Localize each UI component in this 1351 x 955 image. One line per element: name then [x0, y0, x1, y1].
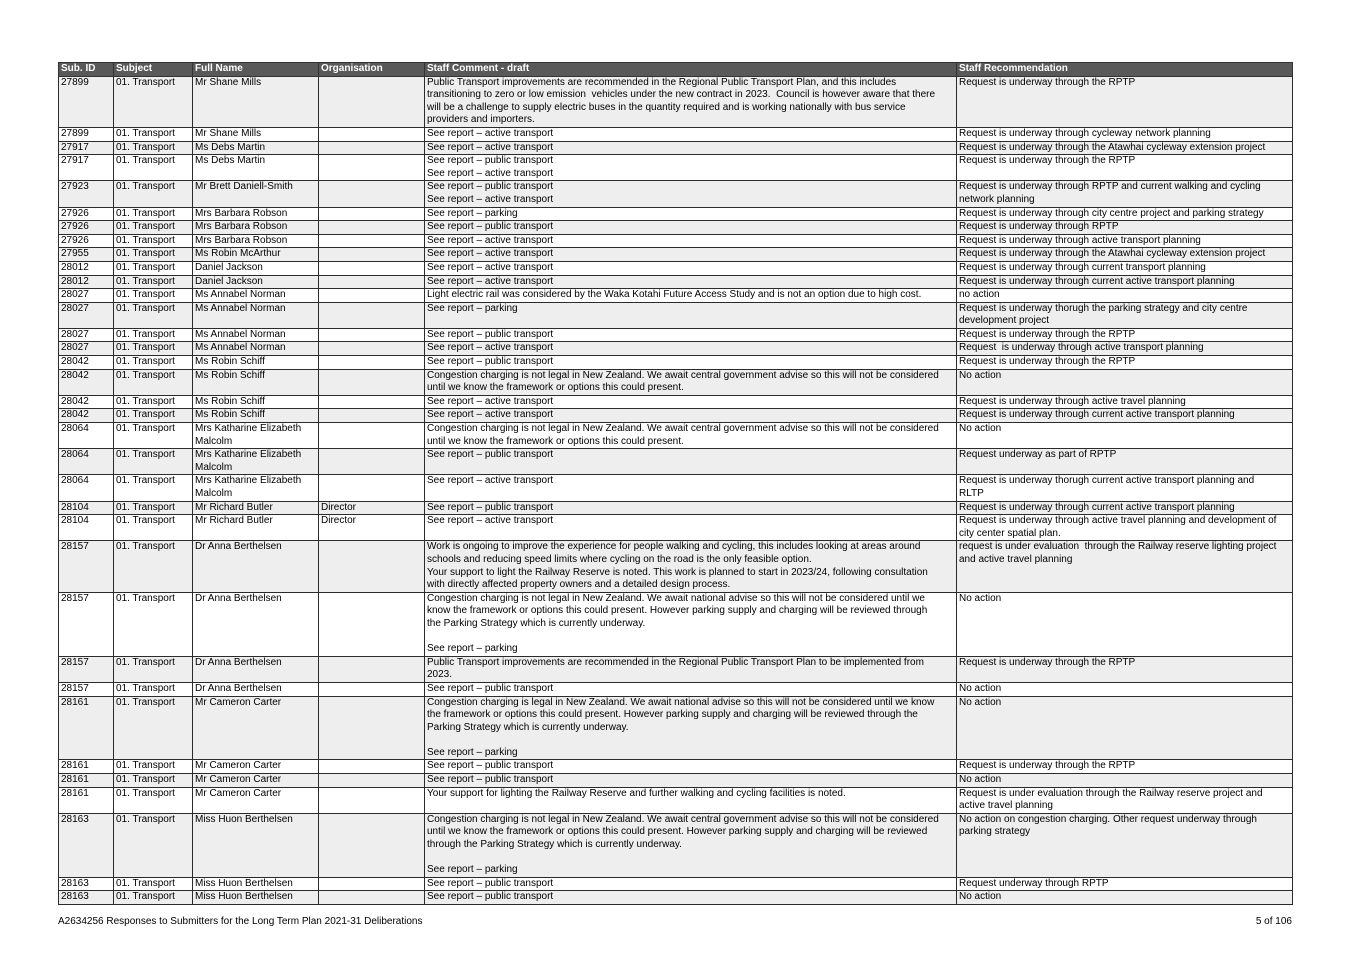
subject-cell: 01. Transport	[114, 409, 193, 423]
table-row	[59, 656, 1293, 682]
full-name-cell: Mr Brett Daniell-Smith	[193, 181, 319, 207]
staff-comment-cell: See report – active transport	[425, 275, 957, 289]
staff-recommendation-cell: Request is underway through the RPTP	[957, 155, 1293, 181]
full-name-cell: Dr Anna Berthelsen	[193, 592, 319, 656]
staff-recommendation-cell: Request is underway through the RPTP	[957, 356, 1293, 370]
sub-id-cell: 28163	[59, 813, 114, 877]
table-row	[59, 248, 1293, 262]
header-organisation: Organisation	[319, 63, 425, 77]
staff-comment-cell: See report – public transport	[425, 891, 957, 905]
staff-comment-cell: See report – active transport	[425, 395, 957, 409]
table-row	[59, 409, 1293, 423]
subject-cell: 01. Transport	[114, 127, 193, 141]
subject-cell: 01. Transport	[114, 207, 193, 221]
sub-id-cell: 28104	[59, 515, 114, 541]
subject-cell: 01. Transport	[114, 515, 193, 541]
full-name-cell: Miss Huon Berthelsen	[193, 813, 319, 877]
sub-id-cell: 28042	[59, 409, 114, 423]
subject-cell: 01. Transport	[114, 395, 193, 409]
staff-recommendation-cell: Request is underway through the RPTP	[957, 656, 1293, 682]
staff-recommendation-cell: Request is underway through city centre project and parking strategy	[957, 207, 1293, 221]
staff-recommendation-cell: Request is underway through the RPTP	[957, 76, 1293, 127]
organisation-cell	[319, 696, 425, 760]
full-name-cell: Ms Annabel Norman	[193, 302, 319, 328]
staff-comment-cell: See report – parking	[425, 207, 957, 221]
table-row	[59, 234, 1293, 248]
subject-cell: 01. Transport	[114, 221, 193, 235]
organisation-cell	[319, 275, 425, 289]
footer-document-title: A2634256 Responses to Submitters for the Long Term Plan 2021-31 Deliberations	[58, 916, 423, 927]
staff-recommendation-cell: Request is underway through the RPTP	[957, 328, 1293, 342]
sub-id-cell: 28157	[59, 682, 114, 696]
staff-recommendation-cell: Request is underway through the Atawhai cycleway extension project	[957, 141, 1293, 155]
organisation-cell: Director	[319, 515, 425, 541]
full-name-cell: Miss Huon Berthelsen	[193, 891, 319, 905]
full-name-cell: Mr Richard Butler	[193, 501, 319, 515]
full-name-cell: Dr Anna Berthelsen	[193, 682, 319, 696]
sub-id-cell: 27899	[59, 76, 114, 127]
table-body	[59, 76, 1293, 904]
full-name-cell: Mrs Katharine Elizabeth Malcolm	[193, 423, 319, 449]
staff-comment-cell: See report – active transport	[425, 248, 957, 262]
sub-id-cell: 28064	[59, 449, 114, 475]
full-name-cell: Mr Cameron Carter	[193, 787, 319, 813]
full-name-cell: Mr Richard Butler	[193, 515, 319, 541]
full-name-cell: Dr Anna Berthelsen	[193, 656, 319, 682]
organisation-cell	[319, 423, 425, 449]
staff-comment-cell: See report – public transport	[425, 501, 957, 515]
staff-recommendation-cell: No action on congestion charging. Other request underway through parking strategy	[957, 813, 1293, 877]
staff-comment-cell: See report – parking	[425, 302, 957, 328]
subject-cell: 01. Transport	[114, 877, 193, 891]
sub-id-cell: 28042	[59, 356, 114, 370]
table-row	[59, 475, 1293, 501]
organisation-cell	[319, 787, 425, 813]
subject-cell: 01. Transport	[114, 248, 193, 262]
table-row	[59, 682, 1293, 696]
sub-id-cell: 28012	[59, 275, 114, 289]
staff-comment-cell: See report – active transport	[425, 475, 957, 501]
staff-recommendation-cell: No action	[957, 682, 1293, 696]
staff-recommendation-cell: Request underway as part of RPTP	[957, 449, 1293, 475]
subject-cell: 01. Transport	[114, 501, 193, 515]
full-name-cell: Mrs Barbara Robson	[193, 234, 319, 248]
staff-recommendation-cell: Request is underway thorugh the parking strategy and city centre development project	[957, 302, 1293, 328]
full-name-cell: Daniel Jackson	[193, 275, 319, 289]
sub-id-cell: 27917	[59, 155, 114, 181]
full-name-cell: Ms Robin McArthur	[193, 248, 319, 262]
sub-id-cell: 28157	[59, 592, 114, 656]
organisation-cell	[319, 289, 425, 303]
full-name-cell: Ms Annabel Norman	[193, 328, 319, 342]
subject-cell: 01. Transport	[114, 891, 193, 905]
header-staff-comment: Staff Comment - draft	[425, 63, 957, 77]
staff-recommendation-cell: No action	[957, 592, 1293, 656]
sub-id-cell: 28027	[59, 328, 114, 342]
sub-id-cell: 27926	[59, 207, 114, 221]
header-staff-recommendation: Staff Recommendation	[957, 63, 1293, 77]
sub-id-cell: 28042	[59, 395, 114, 409]
organisation-cell	[319, 891, 425, 905]
staff-comment-cell: Congestion charging is not legal in New Zealand. We await central government advise so this will not be considered until we know the framework or options this could present.	[425, 423, 957, 449]
subject-cell: 01. Transport	[114, 656, 193, 682]
staff-comment-cell: See report – public transport See report – active transport	[425, 155, 957, 181]
staff-comment-cell: See report – active transport	[425, 127, 957, 141]
full-name-cell: Ms Robin Schiff	[193, 395, 319, 409]
staff-comment-cell: Congestion charging is legal in New Zealand. We await national advise so this will not be considered until we know the framework or options this could present. However parking supply and charging will be reviewed through the Parking Strategy which is currently underway. See report – parking	[425, 696, 957, 760]
organisation-cell	[319, 541, 425, 592]
table-row	[59, 813, 1293, 877]
subject-cell: 01. Transport	[114, 787, 193, 813]
staff-comment-cell: See report – public transport	[425, 774, 957, 788]
table-row	[59, 787, 1293, 813]
subject-cell: 01. Transport	[114, 234, 193, 248]
staff-recommendation-cell: Request is underway through RPTP and current walking and cycling network planning	[957, 181, 1293, 207]
header-row	[59, 63, 1293, 77]
organisation-cell	[319, 76, 425, 127]
table-row	[59, 877, 1293, 891]
subject-cell: 01. Transport	[114, 813, 193, 877]
sub-id-cell: 28027	[59, 302, 114, 328]
organisation-cell	[319, 449, 425, 475]
full-name-cell: Ms Debs Martin	[193, 141, 319, 155]
table-row	[59, 181, 1293, 207]
staff-comment-cell: See report – public transport See report – active transport	[425, 181, 957, 207]
full-name-cell: Mr Cameron Carter	[193, 696, 319, 760]
staff-comment-cell: See report – public transport	[425, 760, 957, 774]
full-name-cell: Mr Shane Mills	[193, 127, 319, 141]
staff-comment-cell: Congestion charging is not legal in New Zealand. We await central government advise so this will not be considered until we know the framework or options this could present. However parking supply and charging will be reviewed through the Parking Strategy which is currently underway. See report – parking	[425, 813, 957, 877]
subject-cell: 01. Transport	[114, 356, 193, 370]
table-row	[59, 356, 1293, 370]
table-row	[59, 592, 1293, 656]
organisation-cell	[319, 369, 425, 395]
table-row	[59, 141, 1293, 155]
organisation-cell	[319, 342, 425, 356]
full-name-cell: Ms Annabel Norman	[193, 342, 319, 356]
staff-recommendation-cell: Request underway through RPTP	[957, 877, 1293, 891]
sub-id-cell: 28042	[59, 369, 114, 395]
staff-recommendation-cell: no action	[957, 289, 1293, 303]
sub-id-cell: 28157	[59, 541, 114, 592]
staff-recommendation-cell: Request is underway through cycleway network planning	[957, 127, 1293, 141]
staff-comment-cell: Light electric rail was considered by the Waka Kotahi Future Access Study and is not an option due to high cost.	[425, 289, 957, 303]
table-row	[59, 328, 1293, 342]
table-row	[59, 289, 1293, 303]
organisation-cell	[319, 356, 425, 370]
staff-recommendation-cell: Request is underway through active transport planning	[957, 342, 1293, 356]
subject-cell: 01. Transport	[114, 541, 193, 592]
submissions-table	[58, 62, 1293, 905]
organisation-cell	[319, 656, 425, 682]
organisation-cell	[319, 592, 425, 656]
table-row	[59, 76, 1293, 127]
sub-id-cell: 28163	[59, 891, 114, 905]
subject-cell: 01. Transport	[114, 261, 193, 275]
organisation-cell	[319, 127, 425, 141]
organisation-cell	[319, 409, 425, 423]
sub-id-cell: 28157	[59, 656, 114, 682]
table-row	[59, 760, 1293, 774]
sub-id-cell: 27926	[59, 221, 114, 235]
staff-recommendation-cell: Request is underway through current active transport planning	[957, 275, 1293, 289]
full-name-cell: Ms Robin Schiff	[193, 369, 319, 395]
sub-id-cell: 27955	[59, 248, 114, 262]
staff-recommendation-cell: Request is underway through the Atawhai cycleway extension project	[957, 248, 1293, 262]
sub-id-cell: 28104	[59, 501, 114, 515]
full-name-cell: Ms Annabel Norman	[193, 289, 319, 303]
full-name-cell: Mr Cameron Carter	[193, 760, 319, 774]
staff-comment-cell: Congestion charging is not legal in New Zealand. We await national advise so this will not be considered until we know the framework or options this could present. However parking supply and charging will be reviewed through the Parking Strategy which is currently underway. See report – parking	[425, 592, 957, 656]
table-row	[59, 891, 1293, 905]
organisation-cell	[319, 155, 425, 181]
sub-id-cell: 28012	[59, 261, 114, 275]
organisation-cell	[319, 682, 425, 696]
organisation-cell	[319, 221, 425, 235]
staff-comment-cell: See report – active transport	[425, 409, 957, 423]
organisation-cell	[319, 234, 425, 248]
staff-comment-cell: Work is ongoing to improve the experience for people walking and cycling, this includes looking at areas around schools and reducing speed limits where cycling on the road is the only feasible option. Your support to light the Railway Reserve is noted. This work is planned to start in 2023/24, following consultation with directly affected property owners and a detailed design process.	[425, 541, 957, 592]
sub-id-cell: 28064	[59, 475, 114, 501]
staff-comment-cell: See report – public transport	[425, 356, 957, 370]
table-row	[59, 221, 1293, 235]
organisation-cell: Director	[319, 501, 425, 515]
organisation-cell	[319, 475, 425, 501]
staff-comment-cell: See report – public transport	[425, 449, 957, 475]
staff-comment-cell: See report – public transport	[425, 877, 957, 891]
header-subject: Subject	[114, 63, 193, 77]
staff-recommendation-cell: No action	[957, 696, 1293, 760]
staff-comment-cell: See report – active transport	[425, 342, 957, 356]
staff-comment-cell: Congestion charging is not legal in New Zealand. We await central government advise so this will not be considered until we know the framework or options this could present.	[425, 369, 957, 395]
subject-cell: 01. Transport	[114, 423, 193, 449]
table-row	[59, 696, 1293, 760]
subject-cell: 01. Transport	[114, 289, 193, 303]
staff-recommendation-cell: Request is underway through the RPTP	[957, 760, 1293, 774]
full-name-cell: Mrs Katharine Elizabeth Malcolm	[193, 449, 319, 475]
table-row	[59, 774, 1293, 788]
staff-comment-cell: Your support for lighting the Railway Reserve and further walking and cycling facilities is noted.	[425, 787, 957, 813]
sub-id-cell: 28027	[59, 289, 114, 303]
staff-recommendation-cell: Request is underway thorugh current active transport planning and RLTP	[957, 475, 1293, 501]
subject-cell: 01. Transport	[114, 275, 193, 289]
subject-cell: 01. Transport	[114, 774, 193, 788]
staff-recommendation-cell: No action	[957, 891, 1293, 905]
organisation-cell	[319, 877, 425, 891]
header-sub-id: Sub. ID	[59, 63, 114, 77]
full-name-cell: Ms Robin Schiff	[193, 409, 319, 423]
table-row	[59, 369, 1293, 395]
table-row	[59, 423, 1293, 449]
organisation-cell	[319, 261, 425, 275]
staff-recommendation-cell: Request is underway through active travel planning and development of city center spatial plan.	[957, 515, 1293, 541]
table-row	[59, 501, 1293, 515]
organisation-cell	[319, 181, 425, 207]
staff-comment-cell: Public Transport improvements are recommended in the Regional Public Transport Plan, and this includes transitioning to zero or low emission vehicles under the new contract in 2023. Council is however aware that there will be a challenge to supply electric buses in the quantity required and is working nationally with bus service providers and importers.	[425, 76, 957, 127]
organisation-cell	[319, 207, 425, 221]
organisation-cell	[319, 328, 425, 342]
staff-recommendation-cell: Request is underway through current transport planning	[957, 261, 1293, 275]
sub-id-cell: 27926	[59, 234, 114, 248]
full-name-cell: Mrs Katharine Elizabeth Malcolm	[193, 475, 319, 501]
subject-cell: 01. Transport	[114, 449, 193, 475]
staff-comment-cell: See report – public transport	[425, 221, 957, 235]
full-name-cell: Mrs Barbara Robson	[193, 207, 319, 221]
organisation-cell	[319, 395, 425, 409]
table-row	[59, 127, 1293, 141]
sub-id-cell: 27923	[59, 181, 114, 207]
header-full-name: Full Name	[193, 63, 319, 77]
staff-comment-cell: See report – active transport	[425, 141, 957, 155]
full-name-cell: Dr Anna Berthelsen	[193, 541, 319, 592]
full-name-cell: Mr Shane Mills	[193, 76, 319, 127]
table-row	[59, 395, 1293, 409]
full-name-cell: Daniel Jackson	[193, 261, 319, 275]
organisation-cell	[319, 248, 425, 262]
full-name-cell: Mrs Barbara Robson	[193, 221, 319, 235]
staff-recommendation-cell: No action	[957, 774, 1293, 788]
organisation-cell	[319, 760, 425, 774]
staff-recommendation-cell: Request is underway through active travel planning	[957, 395, 1293, 409]
sub-id-cell: 27917	[59, 141, 114, 155]
table-header	[59, 63, 1293, 77]
subject-cell: 01. Transport	[114, 328, 193, 342]
footer-page-number: 5 of 106	[1255, 916, 1292, 927]
subject-cell: 01. Transport	[114, 760, 193, 774]
table-row	[59, 155, 1293, 181]
subject-cell: 01. Transport	[114, 682, 193, 696]
sub-id-cell: 28163	[59, 877, 114, 891]
sub-id-cell: 28161	[59, 696, 114, 760]
full-name-cell: Mr Cameron Carter	[193, 774, 319, 788]
organisation-cell	[319, 813, 425, 877]
subject-cell: 01. Transport	[114, 696, 193, 760]
sub-id-cell: 28161	[59, 760, 114, 774]
staff-recommendation-cell: Request is underway through current active transport planning	[957, 501, 1293, 515]
subject-cell: 01. Transport	[114, 592, 193, 656]
organisation-cell	[319, 141, 425, 155]
subject-cell: 01. Transport	[114, 181, 193, 207]
table-row	[59, 261, 1293, 275]
sub-id-cell: 28161	[59, 787, 114, 813]
table-row	[59, 515, 1293, 541]
table-row	[59, 541, 1293, 592]
sub-id-cell: 28161	[59, 774, 114, 788]
staff-comment-cell: See report – active transport	[425, 515, 957, 541]
full-name-cell: Ms Robin Schiff	[193, 356, 319, 370]
sub-id-cell: 28064	[59, 423, 114, 449]
staff-recommendation-cell: Request is underway through active transport planning	[957, 234, 1293, 248]
full-name-cell: Ms Debs Martin	[193, 155, 319, 181]
staff-comment-cell: See report – active transport	[425, 261, 957, 275]
subject-cell: 01. Transport	[114, 76, 193, 127]
table-row	[59, 207, 1293, 221]
staff-recommendation-cell: Request is underway through current active transport planning	[957, 409, 1293, 423]
staff-comment-cell: Public Transport improvements are recommended in the Regional Public Transport Plan to be implemented from 2023.	[425, 656, 957, 682]
staff-comment-cell: See report – active transport	[425, 234, 957, 248]
sub-id-cell: 28027	[59, 342, 114, 356]
staff-comment-cell: See report – public transport	[425, 682, 957, 696]
subject-cell: 01. Transport	[114, 141, 193, 155]
table-row	[59, 449, 1293, 475]
staff-recommendation-cell: No action	[957, 369, 1293, 395]
subject-cell: 01. Transport	[114, 369, 193, 395]
staff-comment-cell: See report – public transport	[425, 328, 957, 342]
subject-cell: 01. Transport	[114, 475, 193, 501]
staff-recommendation-cell: Request is underway through RPTP	[957, 221, 1293, 235]
subject-cell: 01. Transport	[114, 155, 193, 181]
full-name-cell: Miss Huon Berthelsen	[193, 877, 319, 891]
table-row	[59, 302, 1293, 328]
organisation-cell	[319, 774, 425, 788]
staff-recommendation-cell: No action	[957, 423, 1293, 449]
subject-cell: 01. Transport	[114, 302, 193, 328]
staff-recommendation-cell: request is under evaluation through the Railway reserve lighting project and active travel planning	[957, 541, 1293, 592]
organisation-cell	[319, 302, 425, 328]
table-row	[59, 275, 1293, 289]
subject-cell: 01. Transport	[114, 342, 193, 356]
staff-recommendation-cell: Request is under evaluation through the Railway reserve project and active travel planning	[957, 787, 1293, 813]
sub-id-cell: 27899	[59, 127, 114, 141]
table-row	[59, 342, 1293, 356]
